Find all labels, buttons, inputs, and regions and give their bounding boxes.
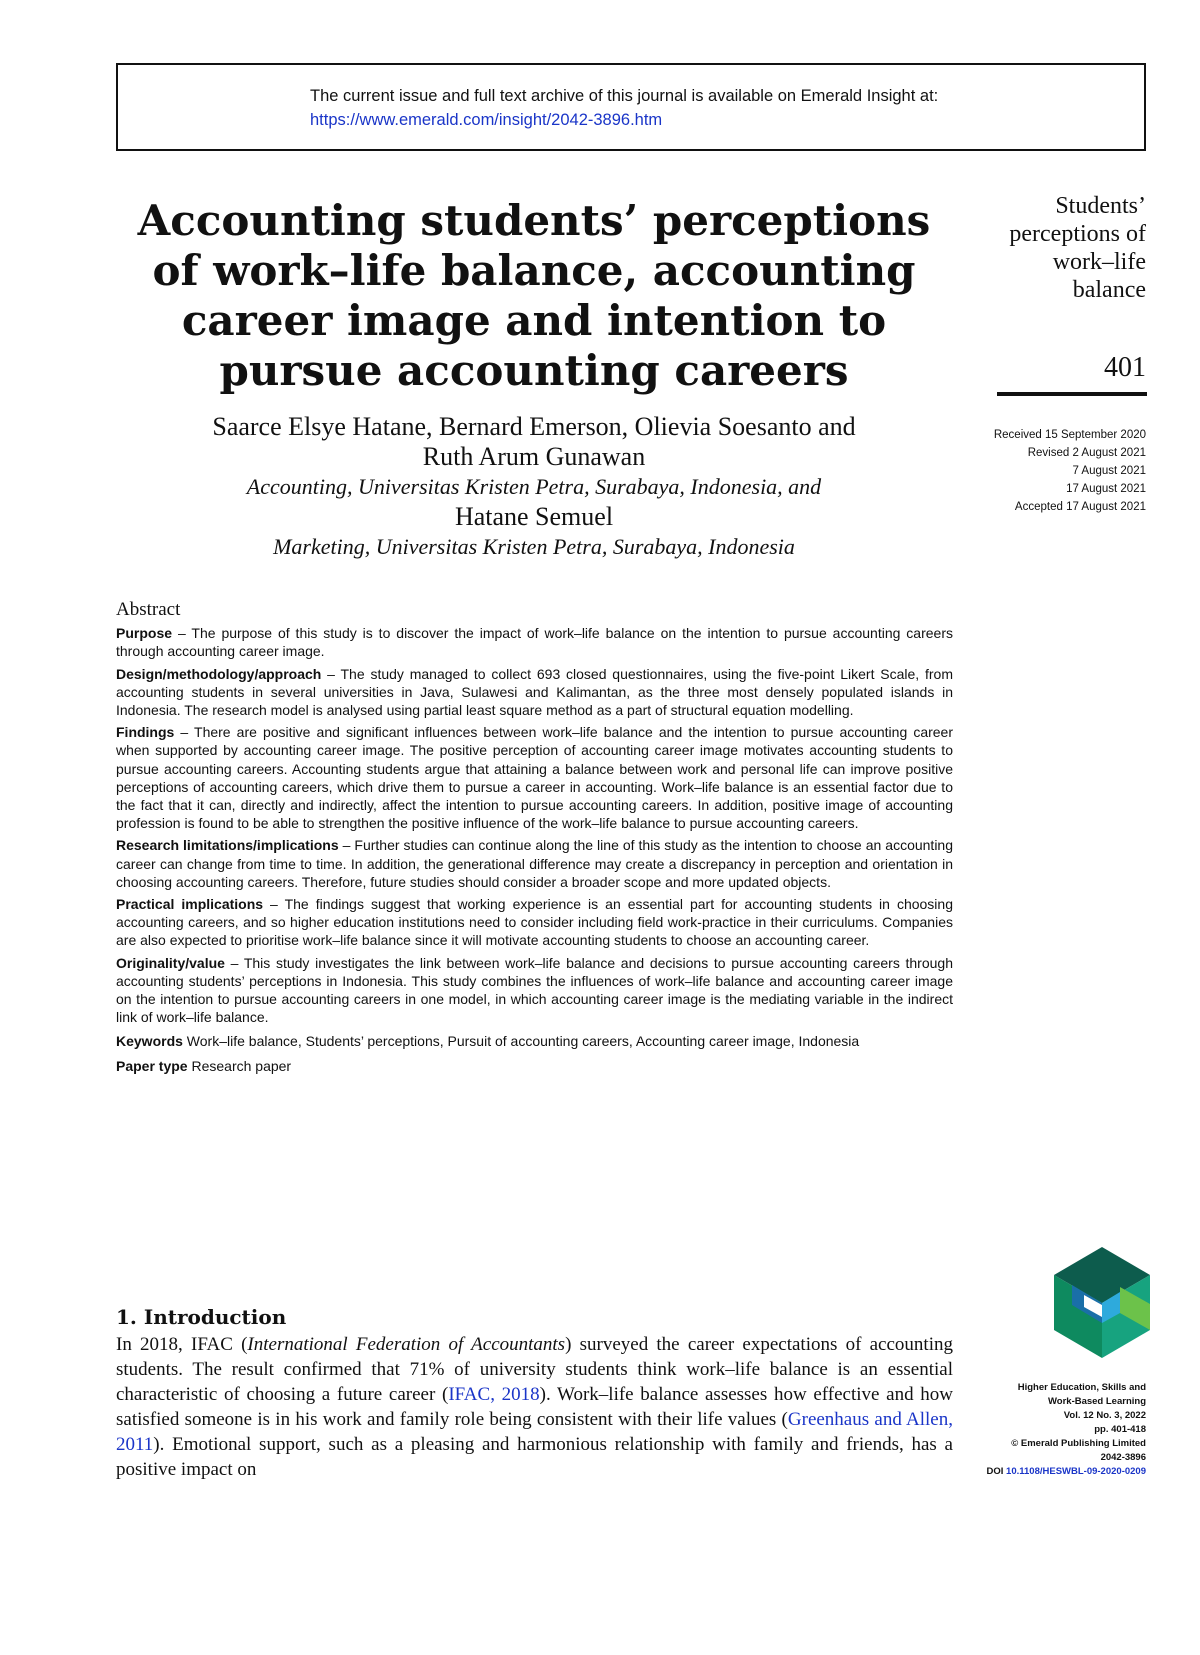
section-label: Research limitations/implications xyxy=(116,837,339,854)
body-text: ) surveyed the career expectations of accounting students. The result confirmed that 71% of university students think work–life balance is an essential characteristic of choosing a future career ( xyxy=(116,1334,953,1405)
section-text: – The findings suggest that working experience is an essential part for accounting students in choosing accounting careers, and so higher education institutions need to consider including field work-practice in their curriculums. Companies are also expected to prioritise work–life balance since it will motivate accounting students to choose an accounting career. xyxy=(116,896,953,949)
section-text: – The purpose of this study is to discover the impact of work–life balance on the intention to pursue accounting careers through accounting career image. xyxy=(116,625,953,660)
running-title-line: balance xyxy=(1072,277,1146,303)
abstract-section xyxy=(116,624,953,660)
abstract-heading: Abstract xyxy=(116,599,181,620)
journal-info xyxy=(987,1381,1146,1479)
date-line: Accepted 17 August 2021 xyxy=(1014,501,1146,513)
author-block xyxy=(116,412,952,562)
author-names: Hatane Semuel xyxy=(454,502,614,531)
abstract-section xyxy=(116,954,953,1027)
keywords-label: Keywords xyxy=(116,1033,183,1050)
journal-line: pp. 401-418 xyxy=(1094,1424,1146,1435)
abstract xyxy=(116,601,953,1075)
introduction-section xyxy=(116,1305,953,1482)
section-label: Purpose xyxy=(116,625,173,642)
introduction-paragraph xyxy=(116,1332,953,1482)
keywords-text: Work–life balance, Students’ perceptions, Pursuit of accounting careers, Accounting career image, Indonesia xyxy=(182,1033,860,1050)
author-names: Ruth Arum Gunawan xyxy=(422,442,646,471)
title-line: career image and intention to xyxy=(181,296,887,345)
date-line: 17 August 2021 xyxy=(1066,483,1146,495)
date-line: Revised 2 August 2021 xyxy=(1027,447,1146,459)
availability-text: The current issue and full text archive of this journal is available on Emerald Insight at: xyxy=(310,87,939,105)
citation-link[interactable]: IFAC, 2018 xyxy=(448,1384,540,1405)
section-text: – Further studies can continue along the line of this study as the intention to choose an accounting career can change from time to time. In addition, the generational difference may create a discrepancy in perception and orientation in choosing accounting careers. Therefore, future studies should consider a broader scope and more updated objects. xyxy=(116,837,953,890)
abstract-section xyxy=(116,665,953,720)
journal-line: 2042-3896 xyxy=(1100,1452,1146,1463)
affiliation: Accounting, Universitas Kristen Petra, Surabaya, Indonesia, and xyxy=(246,474,822,499)
journal-url-link[interactable]: https://www.emerald.com/insight/2042-3896.htm xyxy=(310,111,663,129)
running-title xyxy=(1009,192,1146,304)
running-title-line: Students’ xyxy=(1055,193,1146,219)
journal-line: © Emerald Publishing Limited xyxy=(1011,1438,1146,1449)
journal-line: Higher Education, Skills and xyxy=(1017,1382,1146,1393)
section-label: Design/methodology/approach xyxy=(116,665,322,682)
date-line: Received 15 September 2020 xyxy=(993,429,1146,441)
running-title-line: work–life xyxy=(1052,249,1146,275)
abstract-section xyxy=(116,836,953,891)
affiliation: Marketing, Universitas Kristen Petra, Surabaya, Indonesia xyxy=(273,534,795,559)
keywords xyxy=(116,1032,953,1050)
doi-link[interactable]: 10.1108/HESWBL-09-2020-0209 xyxy=(1006,1466,1146,1477)
section-label: Findings xyxy=(116,724,175,741)
abstract-section xyxy=(116,895,953,950)
section-text: – The study managed to collect 693 closed questionnaires, using the five-point Likert Scale, from accounting students in several universities in Java, Sulawesi and Kalimantan, as the three most densely populated islands in Indonesia. The research model is analysed using partial least square method as a part of structural equation modelling. xyxy=(116,665,953,719)
journal-doi xyxy=(987,1465,1146,1479)
paper-type-label: Paper type xyxy=(116,1057,188,1074)
body-text: In 2018, IFAC ( xyxy=(116,1334,248,1355)
paper-title xyxy=(116,196,952,396)
abstract-section xyxy=(116,723,953,832)
date-line: 7 August 2021 xyxy=(1072,465,1146,477)
journal-line: Work-Based Learning xyxy=(1047,1396,1146,1407)
journal-line: Vol. 12 No. 3, 2022 xyxy=(1063,1410,1146,1421)
section-heading: 1. Introduction xyxy=(116,1305,287,1329)
sidebar-divider xyxy=(997,392,1147,396)
body-text: ). Work–life balance assesses how effective and how satisfied someone is in his work and family role being consistent with their life values ( xyxy=(116,1384,953,1430)
citation-link[interactable]: Greenhaus and Allen, 2011 xyxy=(116,1409,953,1455)
page-number: 401 xyxy=(1104,352,1146,383)
paper-type-text: Research paper xyxy=(187,1057,292,1074)
section-text: – This study investigates the link between work–life balance and decisions to pursue accounting careers through accounting students’ perceptions in Indonesia. This study combines the influences of work–life balance and accounting career image on the intention to pursue accounting careers in one model, in which accounting career image is the mediating variable in the indirect link of work–life balance. xyxy=(116,954,953,1026)
section-label: Practical implications xyxy=(116,896,264,913)
paper-type xyxy=(116,1057,953,1075)
received-dates xyxy=(994,426,1146,516)
emerald-logo-icon xyxy=(1054,1247,1150,1358)
doi-prefix: DOI xyxy=(986,1466,1007,1477)
title-line: Accounting students’ perceptions xyxy=(137,196,931,245)
section-label: Originality/value xyxy=(116,954,225,971)
running-title-line: perceptions of xyxy=(1009,221,1146,247)
body-text: ). Emotional support, such as a pleasing and harmonious relationship with family and friends, has a positive impact on xyxy=(116,1434,953,1480)
journal-availability-box xyxy=(116,63,1146,151)
section-text: – There are positive and significant influences between work–life balance and the intention to pursue accounting career when supported by accounting career image. The positive perception of accounting career image motivates accounting students to pursue accounting careers. Accounting students argue that attaining a balance between work and personal life can improve positive perceptions of accounting careers, which drive them to pursue a career in accounting. Work–life balance is an essential factor due to the fact that it can, directly and indirectly, affect the intention to pursue accounting careers. In addition, positive image of accounting profession is found to be able to strengthen the positive influence of the work–life balance to pursue accounting careers. xyxy=(116,724,953,832)
body-text-italic: International Federation of Accountants xyxy=(247,1334,566,1355)
title-line: pursue accounting careers xyxy=(219,346,849,395)
title-line: of work–life balance, accounting xyxy=(152,246,916,295)
author-names: Saarce Elsye Hatane, Bernard Emerson, Olievia Soesanto and xyxy=(212,412,856,441)
